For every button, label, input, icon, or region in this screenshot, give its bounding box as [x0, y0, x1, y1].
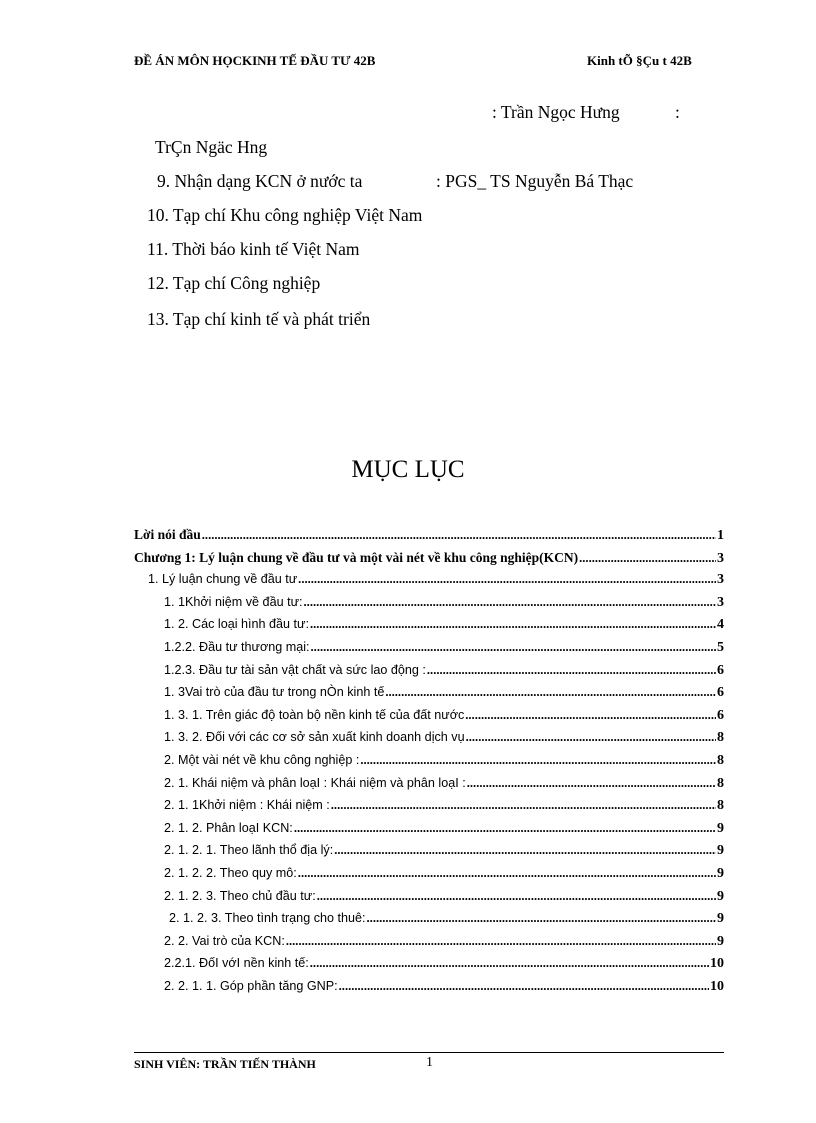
toc-entry-page: 8 [717, 775, 724, 791]
toc-leader-dots [360, 753, 716, 768]
toc-entry-page: 8 [717, 752, 724, 768]
toc-entry-title: 2. 1. 2. 3. Theo tình trạng cho thuê: [169, 911, 366, 926]
toc-entry-page: 3 [717, 572, 724, 588]
toc-leader-dots [466, 730, 716, 745]
toc-entry-title: 2. 1. 2. 3. Theo chủ đầu tư: [164, 888, 316, 903]
toc-entry-page: 9 [717, 843, 724, 859]
toc-entry [134, 843, 724, 866]
toc-entry [134, 866, 724, 889]
toc-entry [134, 776, 724, 799]
toc-entry-title: 1. 1Khởi niệm về đầu tư: [164, 594, 303, 609]
header-subtitle: Kinh tÕ §Çu t 42B [587, 53, 692, 68]
toc-entry-page: 9 [717, 820, 724, 836]
toc-entry-title: Chương 1: Lý luận chung về đầu tư và một vài nét về khu công nghiệp(KCN) [134, 549, 579, 565]
reference-author-line: : Trần Ngọc Hưng [492, 102, 620, 122]
toc-entry [134, 730, 724, 753]
toc-entry [134, 753, 724, 776]
toc-entry [134, 527, 724, 550]
toc-leader-dots [310, 617, 716, 632]
reference-item-13: 13. Tạp chí kinh tế và phát triển [147, 309, 371, 329]
toc-leader-dots [286, 934, 716, 949]
toc-entry-page: 5 [717, 639, 724, 655]
toc-entry-title: 1.2.3. Đầu tư tài sản vật chất và sức lao động : [164, 662, 426, 677]
toc-entry-title: 2. 1. Khái niệm và phân loạI : Khái niệm và phân loạI : [164, 775, 466, 790]
toc-entry [134, 956, 724, 979]
toc-leader-dots [331, 798, 716, 813]
reference-item-11: 11. Thời báo kinh tế Việt Nam [147, 239, 360, 259]
toc-entry-title: 1. 2. Các loại hình đầu tư: [164, 617, 309, 632]
toc-leader-dots [294, 821, 716, 836]
toc-entry [134, 617, 724, 640]
toc-entry [134, 572, 724, 595]
toc-leader-dots [385, 685, 716, 700]
toc-leader-dots [298, 866, 716, 881]
toc-leader-dots [579, 551, 716, 566]
toc-entry-title: 1. 3. 1. Trên giác độ toàn bộ nền kinh tế của đất nước [164, 707, 465, 722]
toc-entry-page: 8 [717, 798, 724, 814]
toc-entry-title: 2. 1. 1Khởi niệm : Khái niệm : [164, 798, 330, 813]
header-title: ĐỀ ÁN MÔN HỌCKINH TẾ ĐẦU TƯ 42B [134, 53, 376, 68]
footer-student: SINH VIÊN: TRẦN TIẾN THÀNH [134, 1057, 316, 1071]
toc-leader-dots [298, 572, 716, 587]
toc-leader-dots [304, 595, 716, 610]
toc-leader-dots [310, 956, 709, 971]
toc-entry [134, 550, 724, 573]
toc-entry-title: 2. 1. 2. Phân loạI KCN: [164, 820, 293, 835]
toc-entry-title: 1. 3Vai trò của đầu tư trong nÒn kinh tế [164, 685, 385, 700]
table-of-contents [134, 527, 724, 1001]
toc-entry [134, 595, 724, 618]
toc-leader-dots [311, 640, 716, 655]
page-title: MỤC LỤC [351, 456, 465, 483]
toc-entry-title: 2. 2. 1. 1. Góp phần tăng GNP: [164, 978, 338, 993]
toc-entry [134, 640, 724, 663]
toc-entry [134, 821, 724, 844]
toc-entry-title: Lời nói đầu [134, 527, 201, 542]
reference-item-9: 9. Nhận dạng KCN ở nước ta [157, 171, 363, 191]
toc-leader-dots [339, 979, 709, 994]
reference-author-garbled: TrÇn Ngäc Hng [155, 137, 268, 157]
toc-leader-dots [334, 843, 716, 858]
toc-entry-title: 1. 3. 2. Đối với các cơ sở sản xuất kinh doanh dịch vụ [164, 730, 465, 745]
toc-entry-page: 9 [717, 865, 724, 881]
toc-entry-page: 6 [717, 662, 724, 678]
toc-entry-title: 2. 1. 2. 1. Theo lãnh thổ địa lý: [164, 843, 334, 858]
toc-entry-title: 1.2.2. Đầu tư thương mại: [164, 639, 310, 654]
toc-entry-page: 3 [717, 594, 724, 610]
toc-entry [134, 889, 724, 912]
toc-leader-dots [465, 708, 716, 723]
toc-entry-page: 9 [717, 888, 724, 904]
reference-item-12: 12. Tạp chí Công nghiệp [147, 273, 321, 293]
toc-entry-page: 6 [717, 707, 724, 723]
toc-leader-dots [202, 528, 716, 543]
toc-leader-dots [367, 911, 716, 926]
toc-entry [134, 685, 724, 708]
footer-divider [134, 1052, 724, 1053]
toc-entry-page: 10 [710, 956, 724, 972]
toc-entry-page: 10 [710, 978, 724, 994]
toc-entry-title: 2.2.1. ĐốI vớI nền kinh tế: [164, 956, 309, 971]
toc-entry-title: 2. Một vài nét về khu công nghiệp : [164, 752, 360, 767]
toc-entry-page: 8 [717, 730, 724, 746]
toc-entry-title: 2. 1. 2. 2. Theo quy mô: [164, 865, 297, 880]
toc-leader-dots [467, 776, 716, 791]
toc-entry [134, 798, 724, 821]
toc-entry-page: 4 [717, 617, 724, 633]
reference-item-10: 10. Tạp chí Khu công nghiệp Việt Nam [147, 205, 423, 225]
toc-entry-page: 9 [717, 911, 724, 927]
toc-entry-page: 3 [717, 550, 724, 566]
toc-entry-page: 6 [717, 685, 724, 701]
toc-entry-page: 1 [717, 528, 724, 543]
toc-entry-page: 9 [717, 933, 724, 949]
toc-entry [134, 663, 724, 686]
toc-entry-title: 2. 2. Vai trò của KCN: [164, 933, 285, 948]
toc-entry [134, 934, 724, 957]
toc-entry-title: 1. Lý luận chung về đầu tư [148, 572, 298, 587]
footer-page-number: 1 [426, 1055, 433, 1070]
toc-leader-dots [317, 889, 716, 904]
toc-leader-dots [427, 663, 716, 678]
reference-colon: : [675, 102, 680, 122]
reference-item-9-author: : PGS_ TS Nguyễn Bá Thạc [436, 171, 634, 191]
toc-entry [134, 911, 724, 934]
toc-entry [134, 979, 724, 1002]
toc-entry [134, 708, 724, 731]
